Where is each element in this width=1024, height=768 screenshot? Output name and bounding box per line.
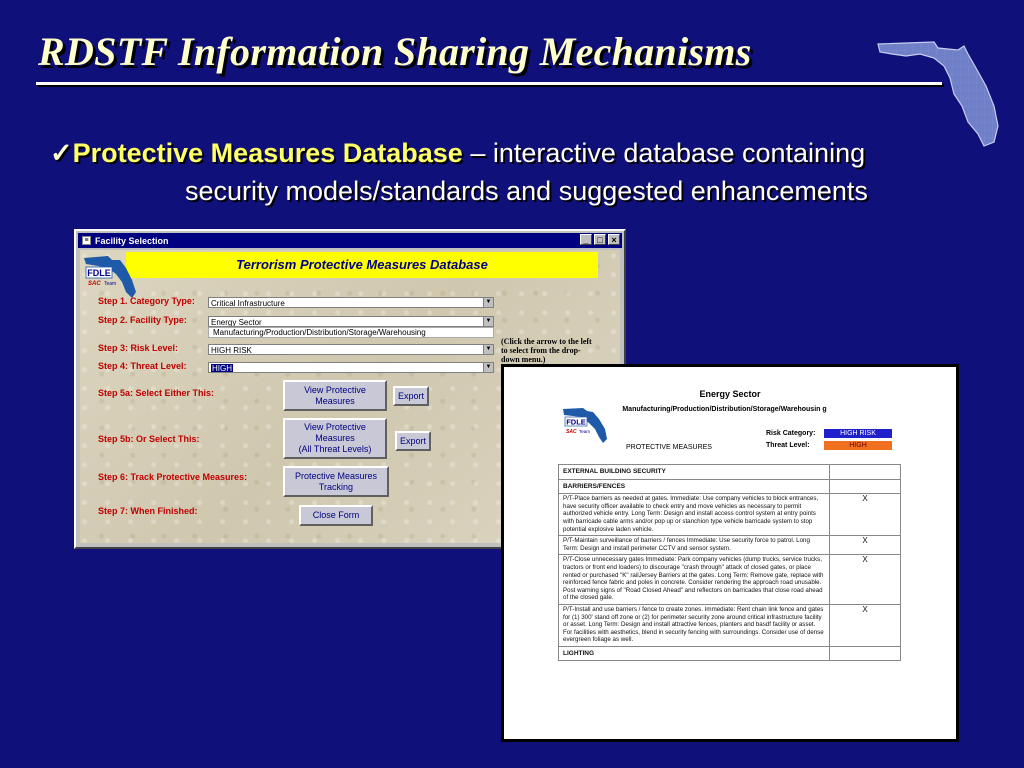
section-heading: EXTERNAL BUILDING SECURITY [559, 465, 830, 480]
fdle-logo [561, 405, 617, 445]
slide-title: RDSTF Information Sharing Mechanisms [38, 29, 752, 74]
measure-mark: X [830, 494, 901, 536]
table-section-row [559, 479, 901, 494]
table-row [559, 536, 901, 555]
step5b-label: Step 5b: Or Select This: [98, 434, 200, 444]
fdle-logo-team: Team [104, 281, 117, 287]
export-button-2[interactable]: Export [395, 431, 431, 451]
fdle-logo-sac: SAC [88, 281, 101, 287]
dropdown-hint: (Click the arrow to the left to select from the drop-down menu.) [501, 337, 592, 364]
chevron-down-icon[interactable]: ▼ [483, 317, 493, 326]
measure-mark [830, 465, 901, 480]
table-row [559, 604, 901, 646]
close-form-button[interactable]: Close Form [299, 505, 373, 526]
measure-mark: X [830, 604, 901, 646]
measure-text: P/T-Place barriers as needed at gates. Immediate: Use company vehicles to block entrances, have security officer available to check entry and move vehicles as necessary to permit authorized vehicle entry. Long Term: Design and install access control system at entry points with barricade cable arms and/or pop up or stanchion type vehicle barricade system to stop potential explosive laden vehicle. [559, 494, 830, 536]
measure-mark [830, 646, 901, 661]
table-section-row [559, 465, 901, 480]
view-protective-measures-button[interactable]: View Protective Measures [283, 380, 387, 411]
table-section-row [559, 646, 901, 661]
rp-logo-team: Team [579, 429, 591, 434]
risk-category-value: HIGH RISK [824, 429, 892, 438]
step1-label: Step 1. Category Type: [98, 296, 195, 306]
section-heading: BARRIERS/FENCES [559, 479, 830, 494]
title-divider [36, 82, 942, 85]
step6-label: Step 6: Track Protective Measures: [98, 472, 248, 482]
export-button-1[interactable]: Export [393, 386, 429, 406]
step3-label: Step 3: Risk Level: [98, 343, 179, 353]
step5a-label: Step 5a: Select Either This: [98, 388, 215, 398]
measure-mark: X [830, 555, 901, 605]
facility-type-select[interactable] [208, 316, 494, 327]
measure-text: P/T-Maintain surveillance of barriers / fences Immediate: Use security force to patrol. Long Term: Design and install perimeter CCTV and sensor system. [559, 536, 830, 555]
window-title: Facility Selection [95, 235, 169, 246]
checkmark-icon: ✓ [50, 138, 73, 168]
threat-level-select[interactable] [208, 362, 494, 373]
rp-logo-sac: SAC [566, 429, 577, 435]
rp-logo-text: FDLE [566, 417, 586, 427]
fdle-logo [82, 252, 148, 300]
maximize-button[interactable]: □ [594, 234, 606, 245]
threat-level-label: Threat Level: [766, 442, 810, 449]
chevron-down-icon[interactable]: ▼ [483, 345, 493, 354]
report-subtitle: Manufacturing/Production/Distribution/Storage/Warehousin g [622, 406, 827, 413]
view-all-threat-levels-button[interactable]: View Protective Measures (All Threat Levels) [283, 418, 387, 459]
measures-table [558, 464, 901, 661]
bullet-point [50, 134, 920, 210]
step2-label: Step 2. Facility Type: [98, 315, 187, 325]
minimize-button[interactable]: _ [580, 234, 592, 245]
form-app-icon: ≡ [82, 236, 91, 245]
track-protective-measures-button[interactable]: Protective Measures Tracking [283, 466, 389, 497]
risk-category-label: Risk Category: [766, 430, 816, 437]
risk-level-select[interactable] [208, 344, 494, 355]
report-page [501, 364, 959, 742]
measure-mark [830, 479, 901, 494]
protective-measures-heading: PROTECTIVE MEASURES [626, 444, 712, 451]
category-type-select[interactable] [208, 297, 494, 308]
measure-text: P/T-Close unnecessary gates Immediate: Park company vehicles (dump trucks, service trucks, tractors or front end loaders) to discourage "crash through" attack of closed gates, or place rented or purchased "K" railJersey Barriers at the gates. Long Term: Remove gate, replace with reinforced fence fabric and poles in concrete. Consider rendering the approach road unusable. Post warning signs of "Road Closed Ahead" and reflectors on barricades that close road ahead of the closed gate. [559, 555, 830, 605]
category-type-value: Critical Infrastructure [211, 299, 285, 308]
facility-type-value: Energy Sector [211, 318, 262, 327]
bullet-text-line1: – interactive database containing [462, 138, 866, 168]
measure-mark: X [830, 536, 901, 555]
report-title: Energy Sector [699, 389, 761, 399]
close-window-button[interactable]: × [608, 234, 620, 245]
bullet-bold-text: Protective Measures Database [72, 138, 463, 168]
table-row [559, 555, 901, 605]
section-heading: LIGHTING [559, 646, 830, 661]
threat-level-value: HIGH [824, 441, 892, 450]
chevron-down-icon[interactable]: ▼ [483, 363, 493, 372]
window-titlebar[interactable] [78, 233, 622, 248]
table-row [559, 494, 901, 536]
facility-detail: Manufacturing/Production/Distribution/Storage/Warehousing [208, 327, 494, 338]
step7-label: Step 7: When Finished: [98, 506, 198, 516]
step4-label: Step 4: Threat Level: [98, 361, 187, 371]
measure-text: P/T-Install and use barriers / fence to create zones. Immediate: Rent chain link fence and gates for (1) 300' stand off zone or (2) for perimeter security zone around critical infrastructure facility or asset. Long Term: Design and install attractive fences, planters and basdf facility or asset. For facilities with aesthetics, blend in security fencing with surroundings. Consider use of dense evergreen foliage as well. [559, 604, 830, 646]
chevron-down-icon[interactable]: ▼ [483, 298, 493, 307]
form-banner: Terrorism Protective Measures Database [126, 252, 598, 278]
bullet-text-line2: security models/standards and suggested enhancements [185, 176, 868, 206]
threat-level-value: HIGH [212, 364, 232, 373]
fdle-logo-text: FDLE [87, 268, 111, 278]
risk-level-value: HIGH RISK [211, 346, 252, 355]
